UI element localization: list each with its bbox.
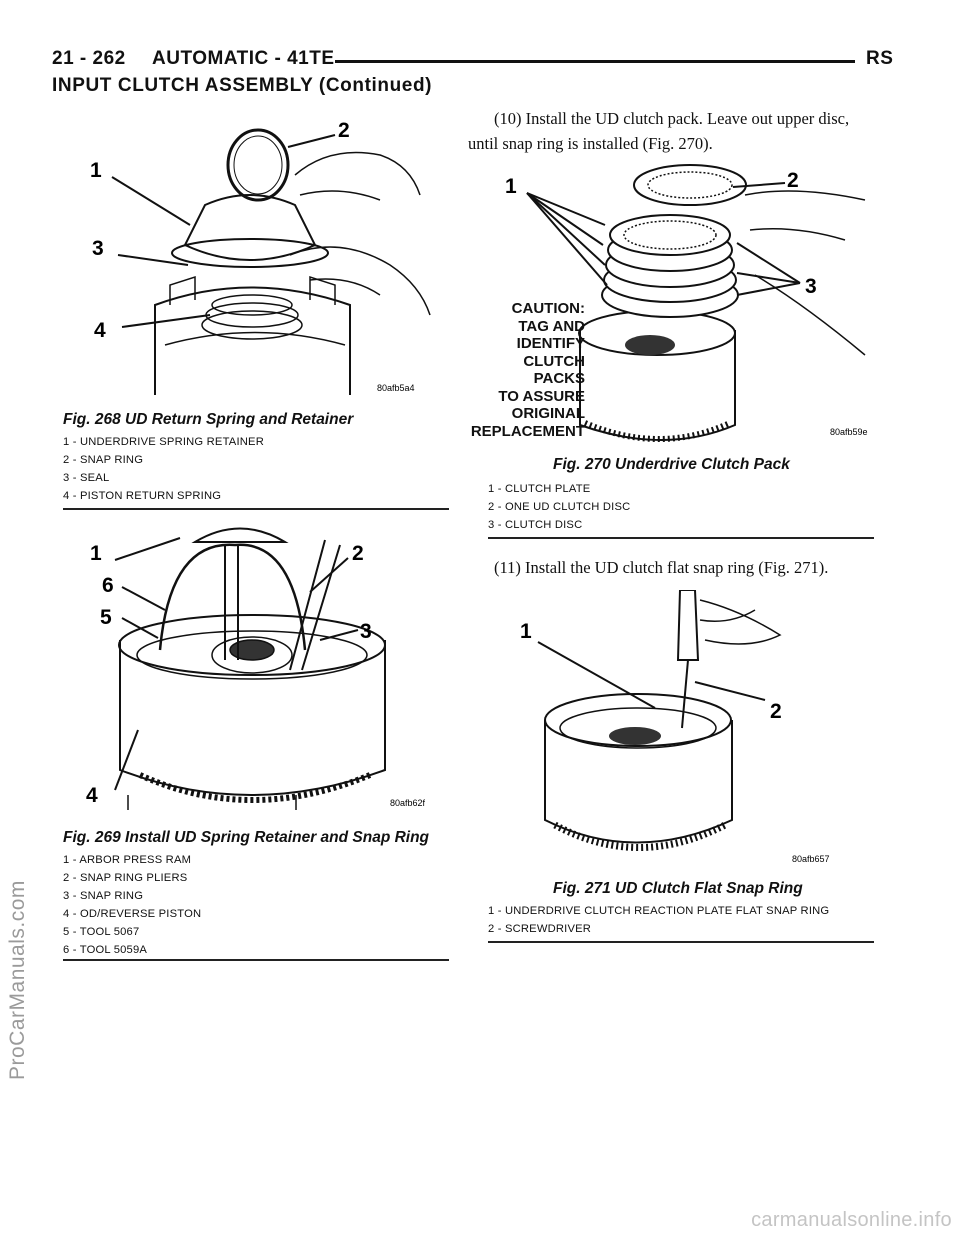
fig269-callout-3: 3: [360, 620, 372, 643]
fig269-code: 80afb62f: [390, 798, 426, 808]
fig271-code: 80afb657: [792, 854, 830, 864]
fig270-code: 80afb59e: [830, 427, 868, 437]
caution-line: PACKS: [533, 370, 585, 387]
fig271-legend: [488, 902, 829, 938]
fig268-rule: [63, 508, 449, 510]
fig270-rule: [488, 537, 874, 539]
legend-item: 4 - PISTON RETURN SPRING: [63, 490, 222, 502]
fig269-caption: Fig. 269 Install UD Spring Retainer and Snap Ring: [63, 829, 430, 846]
model-code: RS: [866, 48, 894, 69]
fig270-legend: [488, 480, 630, 534]
fig268-caption: Fig. 268 UD Return Spring and Retainer: [63, 411, 354, 428]
fig269-callout-2: 2: [352, 542, 364, 565]
legend-item: 2 - SNAP RING: [63, 454, 144, 466]
fig268-callout-4: 4: [94, 319, 106, 342]
legend-item: 1 - CLUTCH PLATE: [488, 483, 591, 495]
step-10-text: (10) Install the UD clutch pack. Leave out upper disc, until snap ring is installed (Fig. 270).: [468, 109, 850, 153]
fig268-legend: [63, 433, 264, 505]
side-watermark: ProCarManuals.com: [6, 880, 29, 1080]
caution-line: REPLACEMENT: [470, 422, 585, 440]
legend-item: 3 - SEAL: [63, 472, 110, 484]
legend-item: 1 - ARBOR PRESS RAM: [63, 854, 192, 866]
legend-item: 2 - SNAP RING PLIERS: [63, 872, 188, 884]
caution-note: [470, 300, 585, 440]
fig268-illustration: [60, 105, 450, 405]
fig269-callout-5: 5: [100, 606, 112, 629]
fig270-callout-3: 3: [805, 275, 817, 298]
fig269-callout-1: 1: [90, 542, 102, 565]
fig271-illustration: [500, 590, 860, 870]
section-title: INPUT CLUTCH ASSEMBLY (Continued): [52, 75, 433, 96]
fig268-callout-3: 3: [92, 237, 104, 260]
legend-item: 1 - UNDERDRIVE CLUTCH REACTION PLATE FLAT SNAP RING: [488, 905, 830, 917]
caution-line: TO ASSURE: [498, 387, 585, 405]
fig271-callout-1: 1: [520, 620, 532, 643]
fig268-code: 80afb5a4: [377, 383, 415, 393]
fig269-rule: [63, 959, 449, 961]
fig268-callout-1: 1: [90, 159, 102, 182]
fig269-legend: [63, 851, 201, 959]
caution-line: CAUTION:: [511, 300, 585, 317]
fig269-illustration: [60, 520, 450, 820]
fig270-caption: Fig. 270 Underdrive Clutch Pack: [553, 456, 790, 473]
fig269-callout-4: 4: [86, 784, 98, 807]
header-rule: [335, 60, 855, 63]
fig271-callout-2: 2: [770, 700, 782, 723]
legend-item: 5 - TOOL 5067: [63, 926, 140, 938]
step-11-text: (11) Install the UD clutch flat snap ring (Fig. 271).: [494, 558, 829, 577]
legend-item: 3 - CLUTCH DISC: [488, 519, 583, 531]
fig271-caption: Fig. 271 UD Clutch Flat Snap Ring: [553, 880, 803, 897]
fig270-callout-1: 1: [505, 175, 517, 198]
legend-item: 6 - TOOL 5059A: [63, 944, 148, 956]
legend-item: 3 - SNAP RING: [63, 890, 144, 902]
fig270-callout-2: 2: [787, 169, 799, 192]
fig268-callout-2: 2: [338, 119, 350, 142]
legend-item: 2 - SCREWDRIVER: [488, 923, 592, 935]
legend-item: 1 - UNDERDRIVE SPRING RETAINER: [63, 436, 264, 448]
page-number: 21 - 262: [52, 48, 126, 69]
caution-line: IDENTIFY: [516, 335, 585, 352]
caution-line: ORIGINAL: [511, 405, 585, 422]
fig269-callout-6: 6: [102, 574, 114, 597]
bottom-watermark: carmanualsonline.info: [751, 1209, 952, 1231]
caution-line: CLUTCH: [523, 352, 585, 370]
legend-item: 4 - OD/REVERSE PISTON: [63, 908, 202, 920]
legend-item: 2 - ONE UD CLUTCH DISC: [488, 501, 631, 513]
caution-line: TAG AND: [518, 317, 585, 335]
fig271-rule: [488, 941, 874, 943]
chapter-title: AUTOMATIC - 41TE: [152, 48, 335, 69]
